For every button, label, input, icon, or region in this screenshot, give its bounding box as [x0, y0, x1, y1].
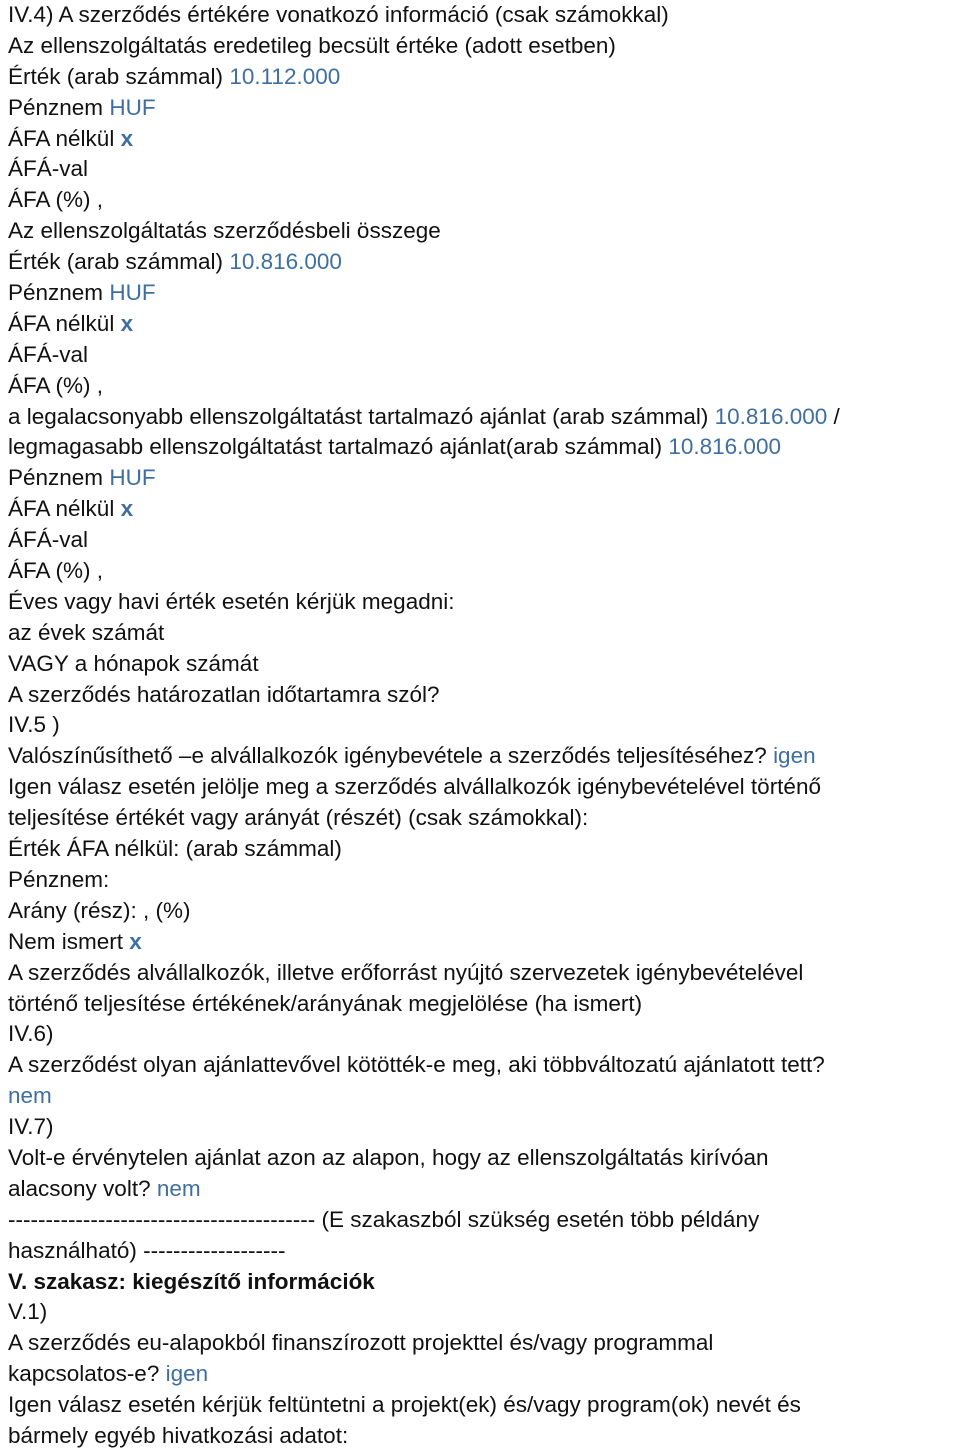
section-v-heading: V. szakasz: kiegészítő információk [8, 1268, 375, 1294]
eu-funds-instruction-1: Igen válasz esetén kérjük feltüntetni a projekt(ek) és/vagy program(ok) nevét és [8, 1392, 801, 1418]
years-label: az évek számát [8, 619, 165, 645]
range-no-vat-row: ÁFA nélkül x [8, 496, 134, 522]
range-currency-row: Pénznem HUF [8, 465, 156, 491]
eu-funds-answer: igen [165, 1361, 209, 1387]
subcontractor-note-1: A szerződés alvállalkozók, illetve erőforrást nyújtó szervezetek igénybevételével [8, 959, 804, 985]
contract-value-row: Érték (arab számmal) 10.816.000 [8, 249, 342, 275]
subcontractor-answer: igen [773, 743, 816, 769]
subcontractor-currency-label: Pénznem: [8, 866, 110, 892]
subcontractor-unknown-mark: x [129, 928, 142, 954]
subcontractor-instruction-1: Igen válasz esetén jelölje meg a szerződés alvállalkozók igénybevételével történő [8, 774, 821, 800]
contract-currency: HUF [109, 280, 156, 306]
highest-offer-row: legmagasabb ellenszolgáltatást tartalmazó ajánlat(arab számmal) 10.816.000 [8, 434, 781, 460]
estimated-value: 10.112.000 [229, 63, 341, 89]
variant-offer-answer-row [8, 1081, 952, 1112]
low-price-question-1: Volt-e érvénytelen ajánlat azon az alapon, hogy az ellenszolgáltatás kirívóan [8, 1144, 769, 1170]
months-label: VAGY a hónapok számát [8, 650, 259, 676]
estimated-value-row: Érték (arab számmal) 10.112.000 [8, 63, 341, 89]
section-v1-heading: V.1) [8, 1299, 48, 1325]
contract-vat-pct-row: ÁFA (%) , [8, 372, 104, 398]
contract-no-vat-mark: x [120, 310, 134, 336]
subcontractor-unknown-row: Nem ismert x [8, 928, 142, 954]
contract-value-heading: Az ellenszolgáltatás szerződésbeli összege [8, 218, 441, 244]
range-currency: HUF [109, 465, 156, 491]
eu-funds-instruction-2: bármely egyéb hivatkozási adatot: [8, 1422, 349, 1448]
range-vat-pct-row: ÁFA (%) , [8, 558, 104, 584]
indefinite-term-question: A szerződés határozatlan időtartamra szól? [8, 681, 440, 707]
variant-offer-question: A szerződést olyan ajánlattevővel kötötték-e meg, aki többváltozatú ajánlatott tett? [8, 1052, 825, 1078]
range-with-vat-row: ÁFÁ-val [8, 527, 89, 553]
variant-offer-answer: nem [8, 1083, 52, 1109]
estimated-vat-pct-row: ÁFA (%) , [8, 187, 104, 213]
subcontractor-ratio-label: Arány (rész): , (%) [8, 897, 191, 923]
estimated-currency-row: Pénznem HUF [8, 94, 156, 120]
subcontractor-instruction-2: teljesítése értékét vagy arányát (részét) (csak számokkal): [8, 805, 589, 831]
contract-currency-row: Pénznem HUF [8, 280, 156, 306]
lowest-offer-value: 10.816.000 [714, 403, 828, 429]
lowest-offer-row: a legalacsonyabb ellenszolgáltatást tartalmazó ajánlat (arab számmal) 10.816.000 / [8, 403, 840, 429]
contract-no-vat-row: ÁFA nélkül x [8, 310, 134, 336]
contract-value: 10.816.000 [229, 249, 342, 275]
estimated-with-vat-row: ÁFÁ-val [8, 156, 89, 182]
range-no-vat-mark: x [120, 496, 134, 522]
section-iv5-heading: IV.5 ) [8, 712, 60, 738]
subcontractor-note-2: történő teljesítése értékének/arányának megjelölése (ha ismert) [8, 990, 643, 1016]
estimated-currency: HUF [109, 94, 156, 120]
separator-line-1: ----------------------------------------- (E szakaszból szükség esetén több példány [8, 1206, 760, 1232]
eu-funds-question-1: A szerződés eu-alapokból finanszírozott projekttel és/vagy programmal [8, 1330, 714, 1356]
section-iv4-heading: IV.4) A szerződés értékére vonatkozó információ (csak számokkal) [8, 2, 669, 27]
low-price-answer: nem [156, 1175, 201, 1201]
contract-with-vat-row: ÁFÁ-val [8, 341, 89, 367]
subcontractor-question: Valószínűsíthető –e alvállalkozók igénybevétele a szerződés teljesítéséhez? igen [8, 743, 816, 769]
eu-funds-question-2: kapcsolatos-e? igen [8, 1361, 209, 1387]
section-iv7-heading: IV.7) [8, 1114, 54, 1140]
low-price-question-2: alacsony volt? nem [8, 1175, 201, 1201]
separator-line-2: használható) ------------------- [8, 1237, 286, 1263]
estimated-value-heading: Az ellenszolgáltatás eredetileg becsült értéke (adott esetben) [8, 32, 616, 58]
section-iv6-heading: IV.6) [8, 1021, 54, 1047]
estimated-no-vat-row: ÁFA nélkül x [8, 125, 134, 151]
subcontractor-value-label: Érték ÁFA nélkül: (arab számmal) [8, 836, 342, 862]
annual-monthly-label: Éves vagy havi érték esetén kérjük megadni: [8, 588, 455, 614]
highest-offer-value: 10.816.000 [668, 434, 781, 460]
estimated-no-vat-mark: x [120, 125, 134, 151]
